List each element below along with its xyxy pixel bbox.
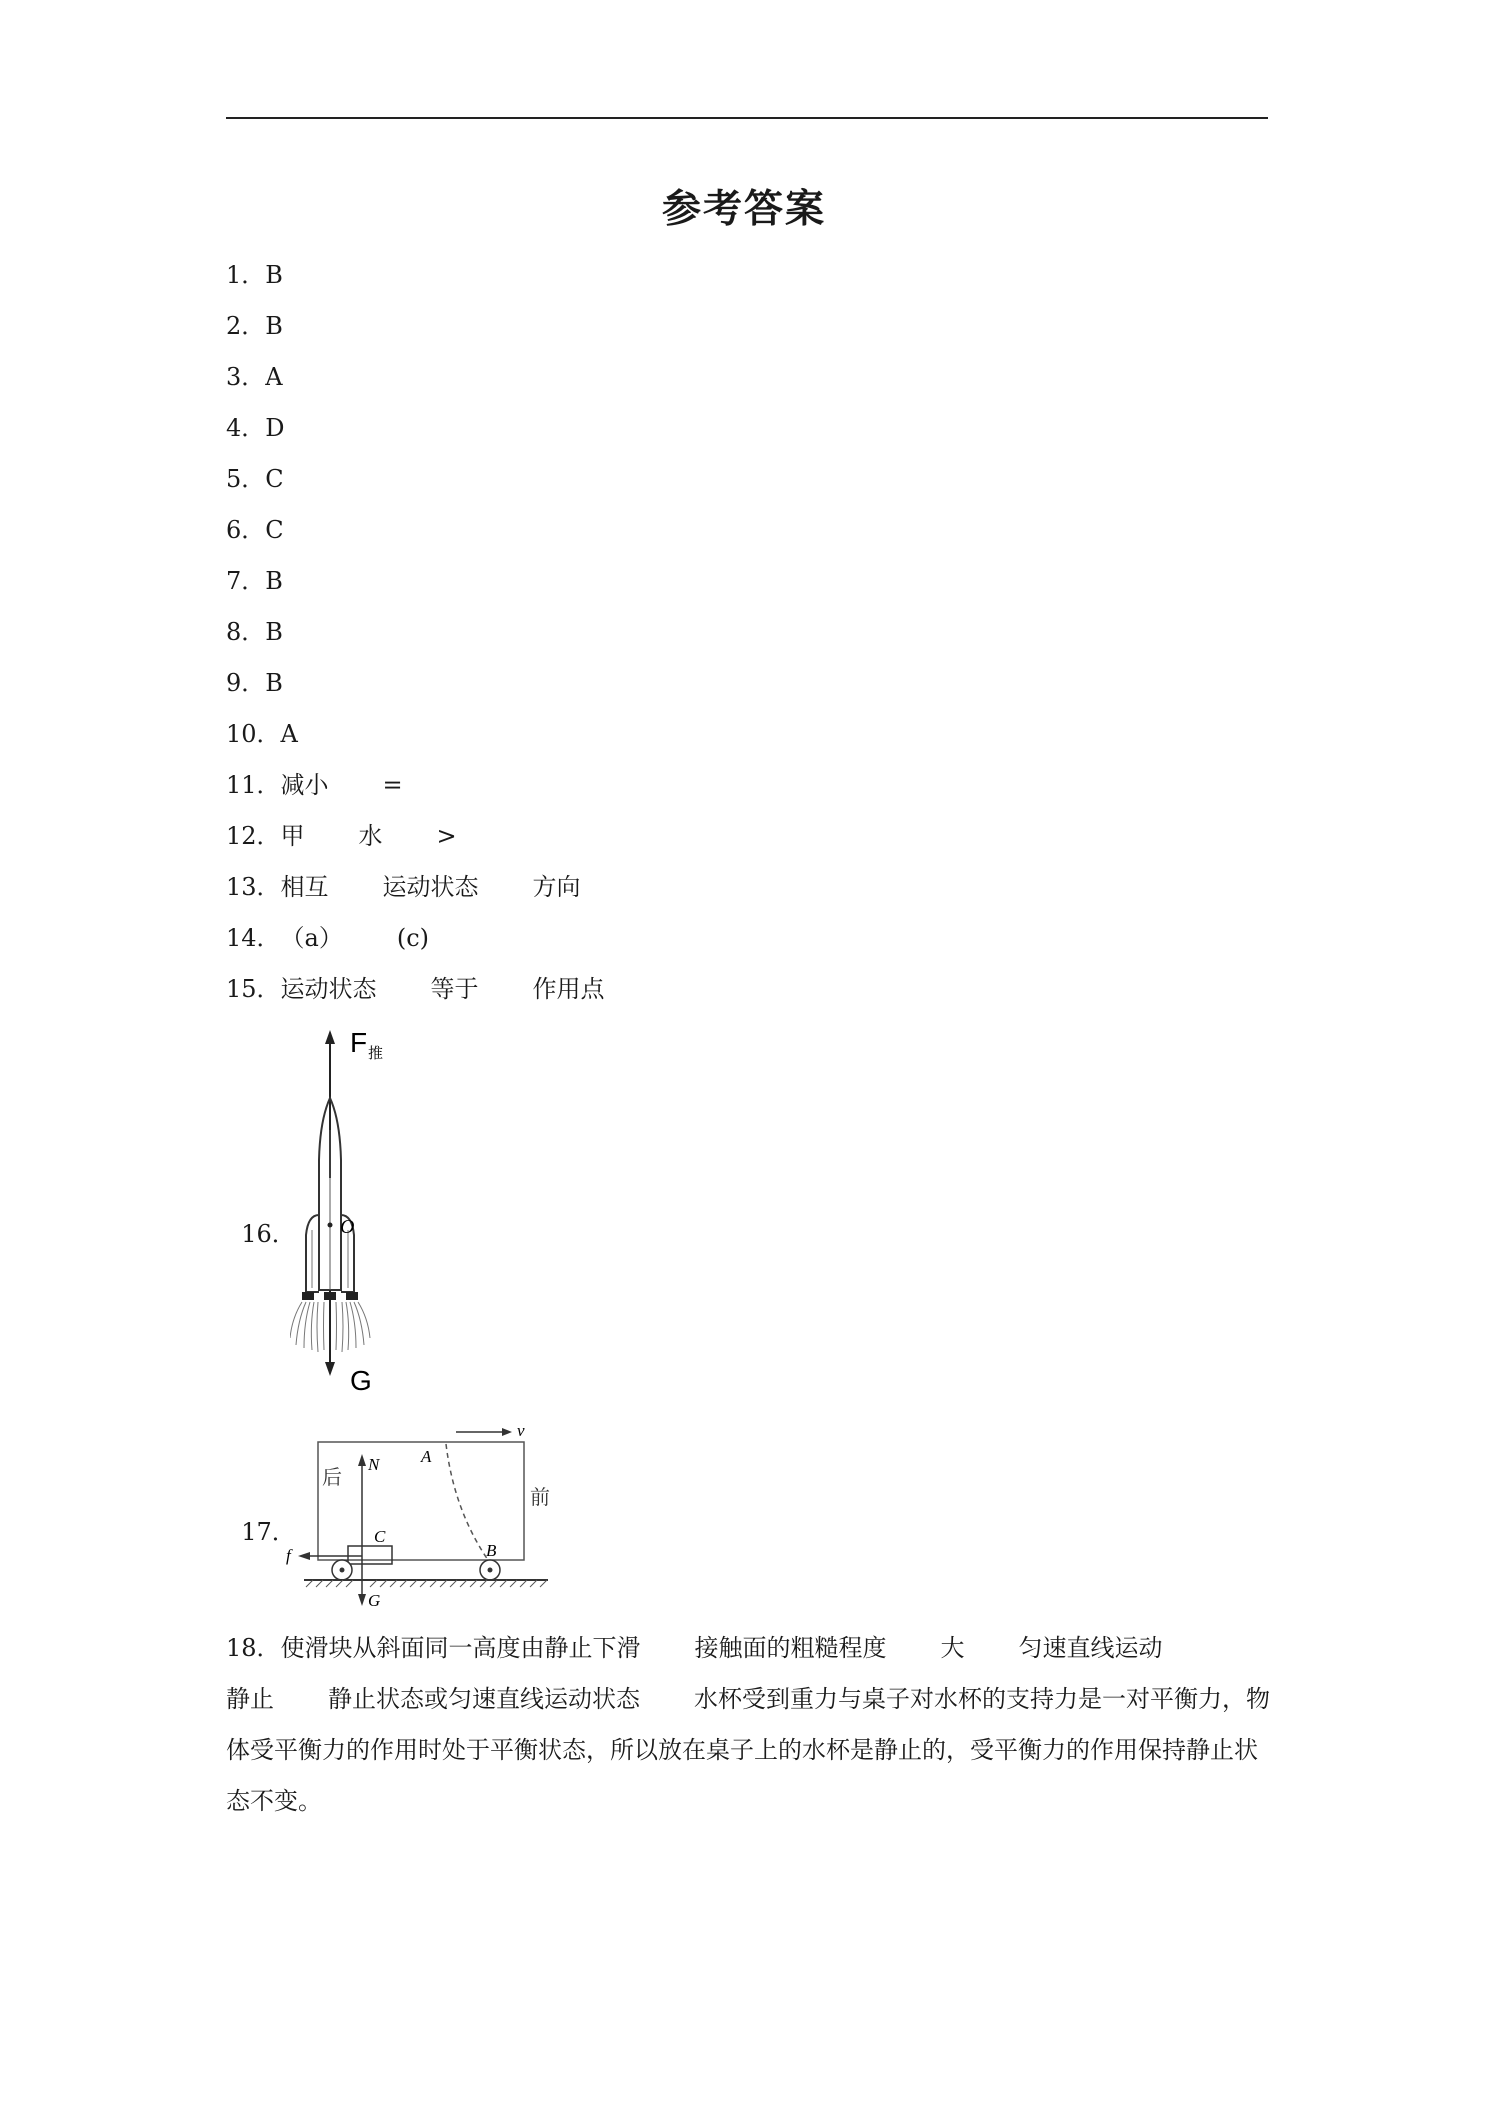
answer-part: 运动状态 xyxy=(382,873,479,901)
point-b-label: B xyxy=(486,1541,497,1560)
point-a-label: A xyxy=(421,1447,432,1466)
answer-row xyxy=(226,362,283,392)
answer-row xyxy=(226,617,283,647)
gravity-label: G xyxy=(350,1365,372,1396)
answer-part: C xyxy=(265,465,284,493)
answer-number: 12． xyxy=(226,822,281,850)
trajectory-curve xyxy=(446,1444,488,1560)
answer-part: 水 xyxy=(358,822,383,850)
block-c xyxy=(348,1546,392,1564)
answer-part: 减小 xyxy=(280,771,329,799)
nozzle xyxy=(346,1292,358,1300)
answer-row xyxy=(226,974,605,1004)
answer-explanation: 水杯受到重力与桌子对水杯的支持力是一对平衡力，物体受平衡力的作用时处于平衡状态，所以放在桌子上的水杯是静止的，受平衡力的作用保持静止状态不变。 xyxy=(226,1685,1270,1815)
answer-row xyxy=(226,770,403,800)
normal-label: N xyxy=(368,1455,380,1474)
answer-part: 等于 xyxy=(430,975,479,1003)
ground-hatching xyxy=(306,1580,547,1587)
answer-part: 运动状态 xyxy=(280,975,377,1003)
answer-row xyxy=(226,515,284,545)
answer-number: 10． xyxy=(226,720,281,748)
answer-number: 16． xyxy=(241,1220,296,1248)
answer-number: 11． xyxy=(226,771,281,799)
answer-number: 13． xyxy=(226,873,281,901)
answer-part: (c) xyxy=(396,924,430,952)
thrust-label: F xyxy=(350,1030,368,1058)
answer-number: 15． xyxy=(226,975,281,1003)
answer-part: = xyxy=(382,771,403,799)
answer-row xyxy=(226,413,285,443)
front-label: 前 xyxy=(530,1485,550,1509)
answer-part: 相互 xyxy=(280,873,329,901)
answer-part: B xyxy=(265,261,283,289)
answer-part: C xyxy=(265,516,284,544)
answer-number: 5． xyxy=(226,465,266,493)
friction-arrowhead xyxy=(298,1552,310,1560)
answer-number: 3． xyxy=(226,363,266,391)
cart-force-diagram xyxy=(286,1420,566,1612)
answer-part: B xyxy=(265,669,283,697)
answer-part: B xyxy=(265,618,283,646)
gravity-arrowhead xyxy=(325,1362,335,1376)
velocity-arrowhead xyxy=(502,1428,512,1436)
answer-part: （a） xyxy=(280,924,343,952)
answer-number: 8． xyxy=(226,618,266,646)
answer-row xyxy=(226,923,429,953)
nozzle xyxy=(302,1292,314,1300)
answer-number: 17． xyxy=(241,1518,296,1546)
header-rule xyxy=(226,117,1268,119)
answer-16 xyxy=(226,1189,296,1248)
answer-part: 甲 xyxy=(280,822,305,850)
answer-part: 作用点 xyxy=(532,975,605,1003)
answer-number: 6． xyxy=(226,516,266,544)
page-title: 参考答案 xyxy=(661,187,826,232)
wheel-hub xyxy=(488,1568,493,1573)
answer-number: 14． xyxy=(226,924,281,952)
point-o-label: O xyxy=(340,1216,355,1238)
wheel-hub xyxy=(340,1568,345,1573)
answer-part: 静止状态或匀速直线运动状态 xyxy=(328,1685,640,1713)
answer-part: D xyxy=(265,414,285,442)
answer-row xyxy=(226,260,283,290)
answer-row xyxy=(226,464,284,494)
answer-part: A xyxy=(265,363,283,391)
answer-number: 1． xyxy=(226,261,266,289)
answer-part: 静止 xyxy=(226,1685,274,1713)
gravity-arrowhead xyxy=(358,1594,366,1606)
answer-row xyxy=(226,872,581,902)
rocket-force-diagram xyxy=(290,1030,420,1400)
answer-18 xyxy=(226,1623,1272,1827)
answer-row xyxy=(226,719,298,749)
answer-row xyxy=(226,668,283,698)
answer-part: 匀速直线运动 xyxy=(1018,1634,1163,1662)
friction-label: f xyxy=(286,1546,291,1565)
center-of-gravity-point xyxy=(328,1223,333,1228)
thrust-arrowhead xyxy=(325,1030,335,1044)
answer-row xyxy=(226,311,283,341)
point-c-label: C xyxy=(374,1527,386,1546)
answer-part: 使滑块从斜面同一高度由静止下滑 xyxy=(280,1634,641,1662)
normal-arrowhead xyxy=(358,1454,366,1466)
answer-number: 18． xyxy=(226,1634,281,1662)
gravity-label: G xyxy=(368,1591,381,1610)
answer-part: B xyxy=(265,567,283,595)
answer-number: 2． xyxy=(226,312,266,340)
answer-part: > xyxy=(436,822,457,850)
answer-part: 大 xyxy=(940,1634,965,1662)
answer-part: A xyxy=(280,720,298,748)
answer-number: 7． xyxy=(226,567,266,595)
answer-part: 方向 xyxy=(532,873,581,901)
rear-label: 后 xyxy=(322,1465,342,1489)
answer-row xyxy=(226,566,283,596)
answer-part: 接触面的粗糙程度 xyxy=(694,1634,887,1662)
answer-row xyxy=(226,821,457,851)
velocity-label: v xyxy=(517,1421,525,1440)
answer-number: 4． xyxy=(226,414,266,442)
answer-number: 9． xyxy=(226,669,266,697)
answer-part: B xyxy=(265,312,283,340)
thrust-subscript: 推 xyxy=(368,1045,384,1062)
